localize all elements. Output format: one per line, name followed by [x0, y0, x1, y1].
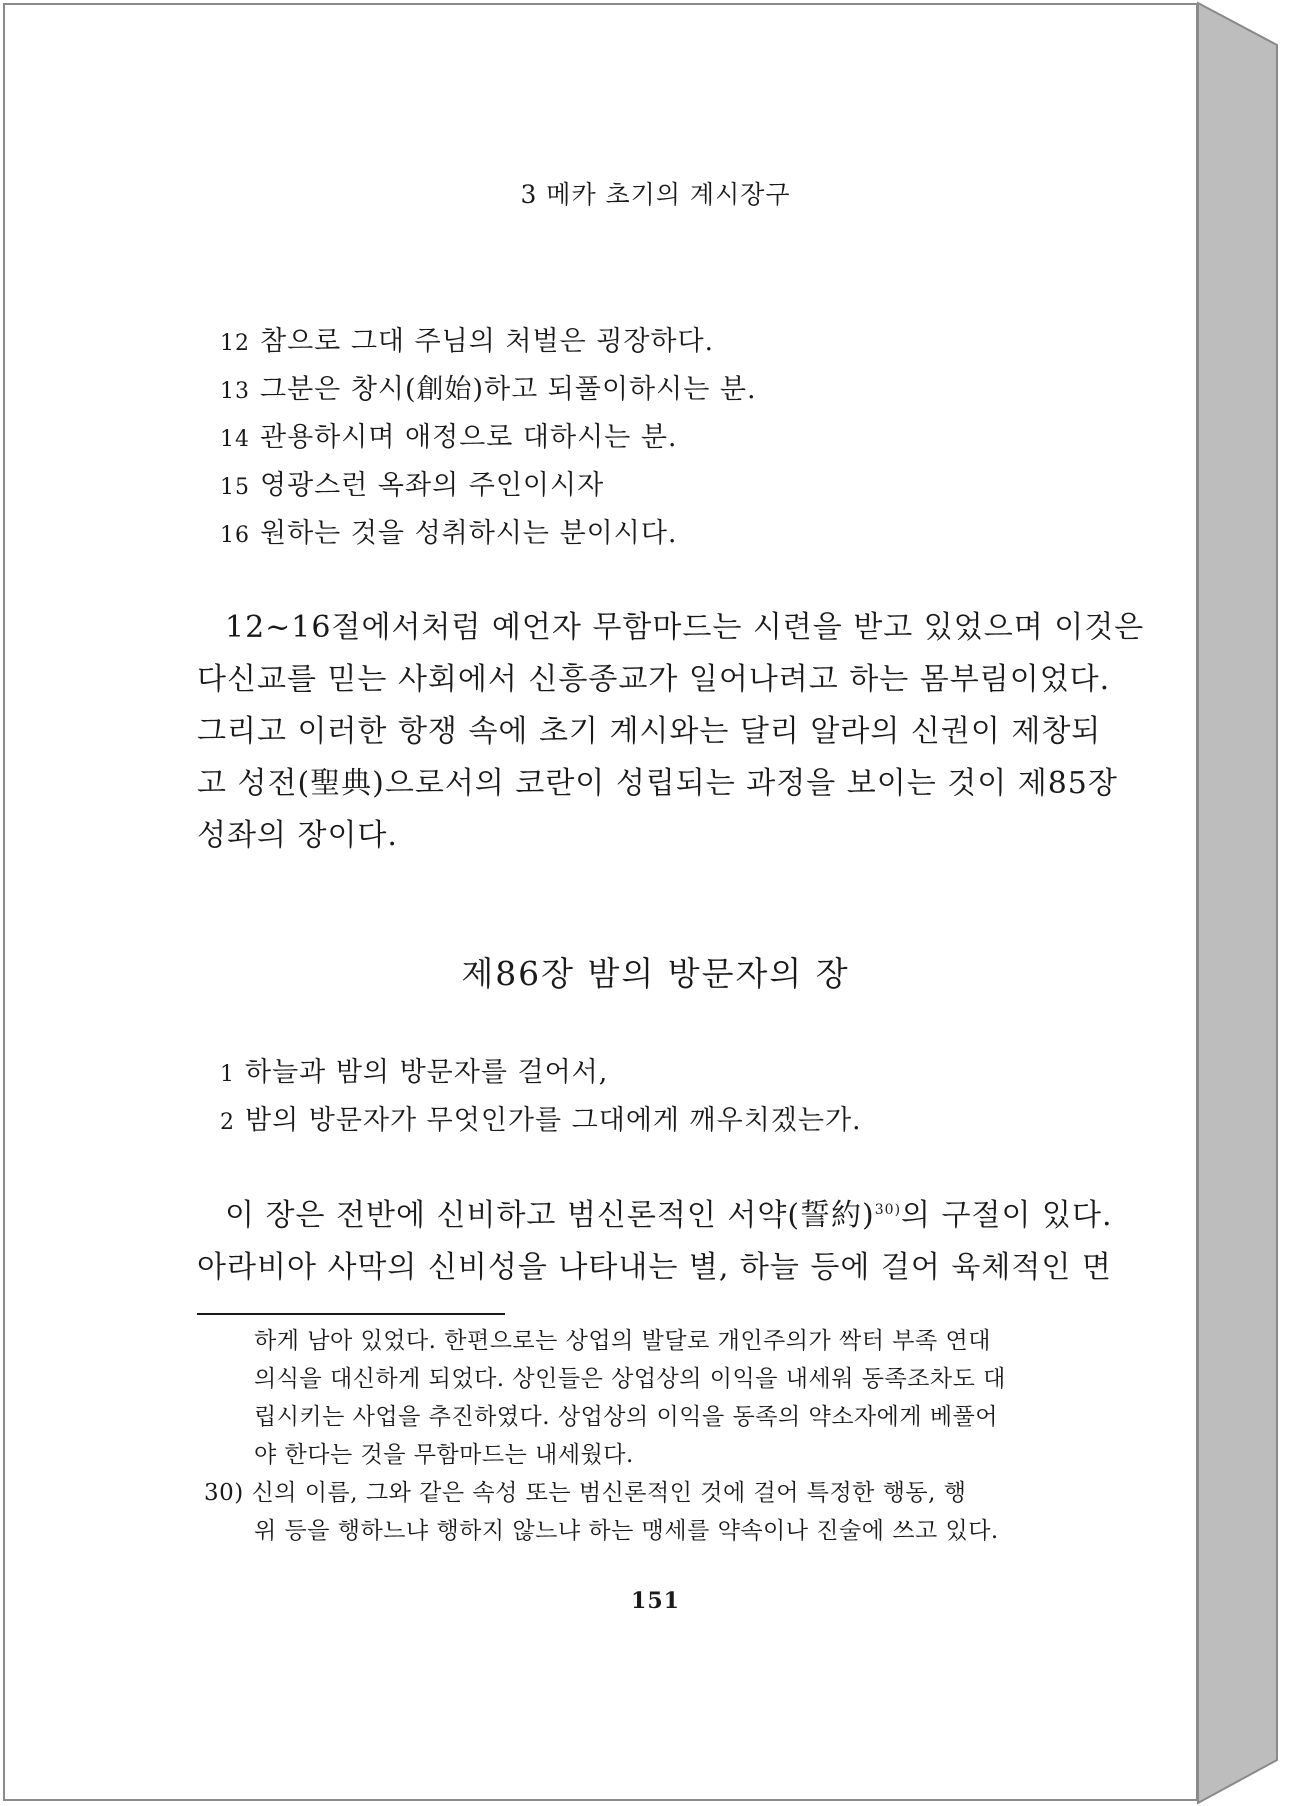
verse-line: [220, 414, 757, 462]
footnote-text: 립시키는 사업을 추진하였다. 상업상의 이익을 동족의 약소자에게 베풀어: [254, 1404, 999, 1430]
footnote-text: 의식을 대신하게 되었다. 상인들은 상업상의 이익을 내세워 동족조차도 대: [254, 1366, 1006, 1392]
footnote-text: 위 등을 행하느냐 행하지 않느냐 하는 맹세를 약속이나 진술에 쓰고 있다.: [254, 1518, 999, 1544]
footnote-30-line: [204, 1474, 1056, 1512]
verse-block-86: [220, 1049, 862, 1145]
footnote-number: 30): [204, 1480, 244, 1506]
paragraph-text: 성좌의 장이다.: [197, 818, 398, 853]
paragraph-text: 그리고 이러한 항쟁 속에 초기 계시와는 달리 알라의 신권이 제창되: [197, 714, 1102, 749]
verse-number: 15: [220, 475, 250, 500]
footnote-line: [216, 1360, 1056, 1398]
verse-line: [220, 462, 757, 510]
footnote-line: [216, 1398, 1056, 1436]
paragraph-text: [225, 1190, 1113, 1242]
footnote-line: [216, 1436, 1056, 1474]
footnote-text: 신의 이름, 그와 같은 속성 또는 범신론적인 것에 걸어 특정한 행동, 행: [251, 1480, 967, 1506]
footnotes: [204, 1322, 1056, 1550]
verse-block-85: [220, 318, 757, 558]
verse-number: 2: [220, 1110, 235, 1135]
verse-number: 16: [220, 523, 250, 548]
verse-line: [220, 318, 757, 366]
verse-text: 관용하시며 애정으로 대하시는 분.: [260, 422, 678, 453]
paragraph-line: [197, 1190, 1113, 1242]
verse-text: 참으로 그대 주님의 처벌은 굉장하다.: [260, 326, 715, 357]
verse-line: [220, 1049, 862, 1097]
paragraph-text-part: 의 구절이 있다.: [901, 1198, 1113, 1233]
paragraph-line: [197, 602, 1145, 654]
paragraph-text: 아라비아 사막의 신비성을 나타내는 별, 하늘 등에 걸어 육체적인 면: [197, 1250, 1112, 1285]
verse-text: 원하는 것을 성취하시는 분이시다.: [260, 518, 678, 549]
paragraph-line: [197, 810, 1059, 862]
paragraph-text: 다신교를 믿는 사회에서 신흥종교가 일어나려고 하는 몸부림이었다.: [197, 662, 1111, 697]
verse-line: [220, 1097, 862, 1145]
verse-number: 1: [220, 1062, 235, 1087]
footnote-rule: [197, 1313, 505, 1315]
footnote-30-text: [204, 1474, 967, 1512]
commentary-paragraph-1: [197, 602, 1145, 862]
footnote-ref-30: 30): [874, 1202, 902, 1218]
footnote-text: 하게 남아 있었다. 한편으로는 상업의 발달로 개인주의가 싹터 부족 연대: [254, 1328, 991, 1354]
paragraph-line: [197, 1242, 1112, 1294]
footnote-continued: [216, 1322, 1056, 1474]
chapter-heading: 제86장 밤의 방문자의 장: [461, 954, 850, 993]
footnote-line: [216, 1322, 1056, 1360]
footnote-text: 야 한다는 것을 무함마드는 내세웠다.: [254, 1442, 634, 1468]
verse-line: [220, 366, 757, 414]
verse-text: 밤의 방문자가 무엇인가를 그대에게 깨우치겠는가.: [245, 1105, 862, 1136]
verse-number: 14: [220, 427, 250, 452]
verse-number: 12: [220, 331, 250, 356]
verse-text: 하늘과 밤의 방문자를 걸어서,: [245, 1057, 609, 1088]
verse-text: 그분은 창시(創始)하고 되풀이하시는 분.: [260, 374, 757, 405]
verse-line: [220, 510, 757, 558]
paragraph-text: 12~16절에서처럼 예언자 무함마드는 시련을 받고 있었으며 이것은: [225, 610, 1145, 645]
footnote-30-line: [216, 1512, 1056, 1550]
page-number: 151: [631, 1588, 680, 1614]
paragraph-text: 고 성전(聖典)으로서의 코란이 성립되는 과정을 보이는 것이 제85장: [197, 766, 1118, 801]
paragraph-line: [197, 706, 1102, 758]
paragraph-text-part: 이 장은 전반에 신비하고 범신론적인 서약(誓約): [225, 1198, 875, 1233]
verse-number: 13: [220, 379, 250, 404]
commentary-paragraph-2: [197, 1190, 1113, 1294]
verse-text: 영광스런 옥좌의 주인이시자: [260, 470, 605, 501]
paragraph-line: [197, 758, 1118, 810]
running-head: 3 메카 초기의 계시장구: [520, 180, 791, 209]
paragraph-line: [197, 654, 1111, 706]
